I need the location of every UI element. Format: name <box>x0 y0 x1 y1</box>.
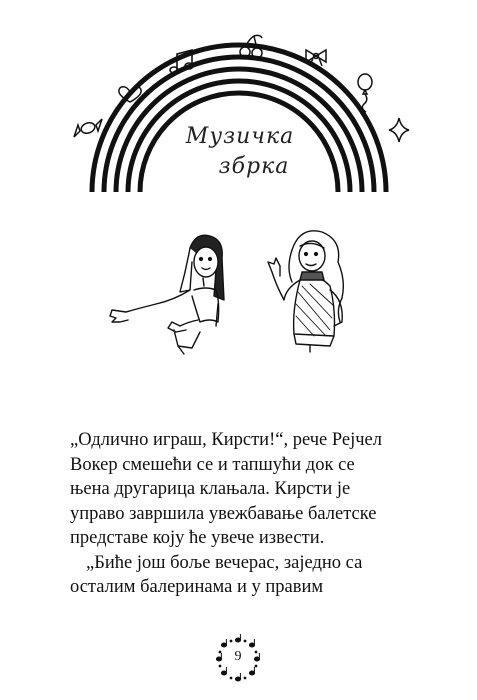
girl-dark-hair <box>110 235 224 354</box>
text-line: представе коју ће увече извести. <box>70 528 325 548</box>
text-line: Вокер смешећи се и тапшући док се <box>70 454 355 475</box>
page-number-ornament <box>213 634 263 684</box>
chapter-title-line-2: збрка <box>218 154 290 179</box>
candy-icon <box>74 119 102 137</box>
text-line: управо завршила увежбавање балетске <box>70 503 377 524</box>
text-line: „Одлично играш, Кирсти!“, рече Рејчел <box>70 430 382 450</box>
sparkle-icon <box>389 118 409 142</box>
body-text <box>70 428 420 600</box>
chapter-title <box>150 122 330 182</box>
text-line: осталим балеринама и у правим <box>70 577 324 597</box>
chapter-title-line-1: Музичка <box>185 124 295 149</box>
text-line: „Биће још боље вечерас, заједно са <box>86 552 363 573</box>
page-number: 9 <box>234 649 242 664</box>
girl-curly-hair <box>268 231 343 352</box>
text-line: њена другарица клањала. Кирсти је <box>70 479 351 499</box>
